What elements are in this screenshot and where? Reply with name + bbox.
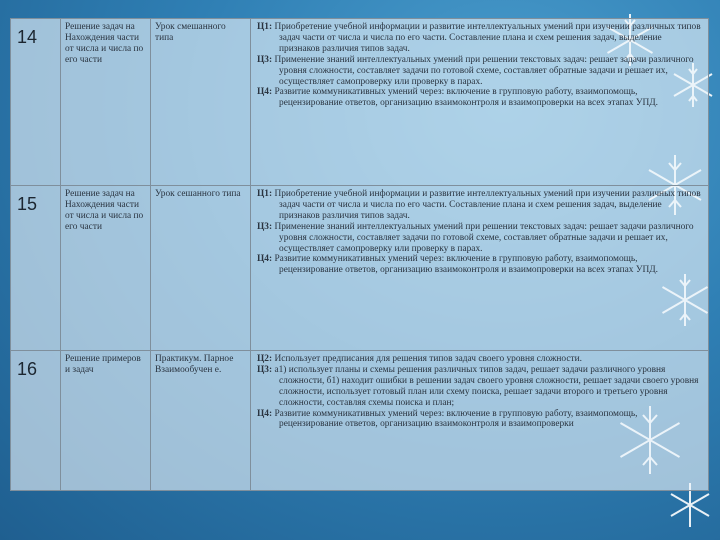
goal-label: Ц1: — [257, 22, 273, 32]
goal-item — [257, 54, 702, 88]
goal-text: Использует предписания для решения типов задач своего уровня сложности. — [274, 354, 582, 364]
table-row — [11, 186, 709, 351]
goal-text: а1) использует планы и схемы решения различных типов задач, решает задачи различного уровня сложности, б1) находит ошибки в решении задач своего уровня сложности, решает задачи своего уровня сложности, использует готовый план или схему поиска, решает задачи второго и третьего уровня сложности, составляя схемы поиска и план; — [274, 364, 699, 408]
goal-label: Ц3: — [257, 54, 273, 65]
goal-item — [257, 354, 702, 365]
lesson-topic: Решение задач на Нахождения части от числа и числа по его части — [61, 186, 151, 351]
lesson-goals — [251, 186, 709, 351]
goal-text: Приобретение учебной информации и развитие интеллектуальных умений при изучении различных типов задач части от числа и числа по его части. Составление плана и схем решения задач, выделение признаков различия типов задач. — [274, 22, 701, 54]
goal-item — [257, 189, 702, 222]
lesson-goals — [251, 351, 709, 491]
goal-label: Ц2: — [257, 354, 273, 364]
goal-label: Ц1: — [257, 189, 273, 199]
goal-text: Приобретение учебной информации и развитие интеллектуальных умений при изучении различных типов задач части от числа и числа по его части. Составление плана и схем решения задач, выделение признаков различия типов задач. — [274, 189, 701, 221]
goal-label: Ц4: — [257, 254, 273, 265]
goal-text: Развитие коммуникативных умений через: включение в групповую работу, взаимопомощь, рецензирование ответов, организацию взаимоконтроля и взаимопроверки на всех этапах УПД. — [274, 87, 658, 109]
lesson-number: 14 — [11, 19, 61, 186]
goal-label: Ц4: — [257, 408, 273, 419]
goal-item — [257, 221, 702, 255]
lesson-plan-table — [10, 18, 709, 491]
lesson-number: 15 — [11, 186, 61, 351]
lesson-type: Урок сешанного типа — [151, 186, 251, 351]
lesson-goals — [251, 19, 709, 186]
goal-text: Развитие коммуникативных умений через: включение в групповую работу, взаимопомощь, рецензирование ответов, организацию взаимоконтроля и взаимопроверки на всех этапах УПД. — [274, 254, 658, 276]
lesson-type: Урок смешанного типа — [151, 19, 251, 186]
lesson-topic: Решение примеров и задач — [61, 351, 151, 491]
goal-item — [257, 22, 702, 55]
goal-item — [257, 87, 702, 109]
goal-label: Ц4: — [257, 87, 273, 98]
table-row — [11, 351, 709, 491]
goal-label: Ц3: — [257, 364, 273, 375]
goal-label: Ц3: — [257, 221, 273, 232]
goal-text: Применение знаний интеллектуальных умений при решении текстовых задач: решает задачи различного уровня сложности, составляет задачи по готовой схеме, составляет обратные задачи и решает их, осуществляет самопроверку или проверку в парах. — [274, 221, 694, 254]
goal-text: Применение знаний интеллектуальных умений при решении текстовых задач: решает задачи различного уровня сложности, составляет задачи по готовой схеме, составляет обратные задачи и решает их, осуществляет самопроверку или проверку в парах. — [274, 54, 694, 87]
goal-item — [257, 254, 702, 276]
lesson-topic: Решение задач на Нахождения части от числа и числа по его части — [61, 19, 151, 186]
goal-item — [257, 408, 702, 431]
lesson-number: 16 — [11, 351, 61, 491]
table-row — [11, 19, 709, 186]
goal-item — [257, 364, 702, 409]
lesson-type: Практикум. Парное Взаимообучен е. — [151, 351, 251, 491]
goal-text: Развитие коммуникативных умений через: включение в групповую работу, взаимопомощь, рецензирование ответов, организацию взаимоконтроля и взаимопроверки — [274, 408, 638, 430]
